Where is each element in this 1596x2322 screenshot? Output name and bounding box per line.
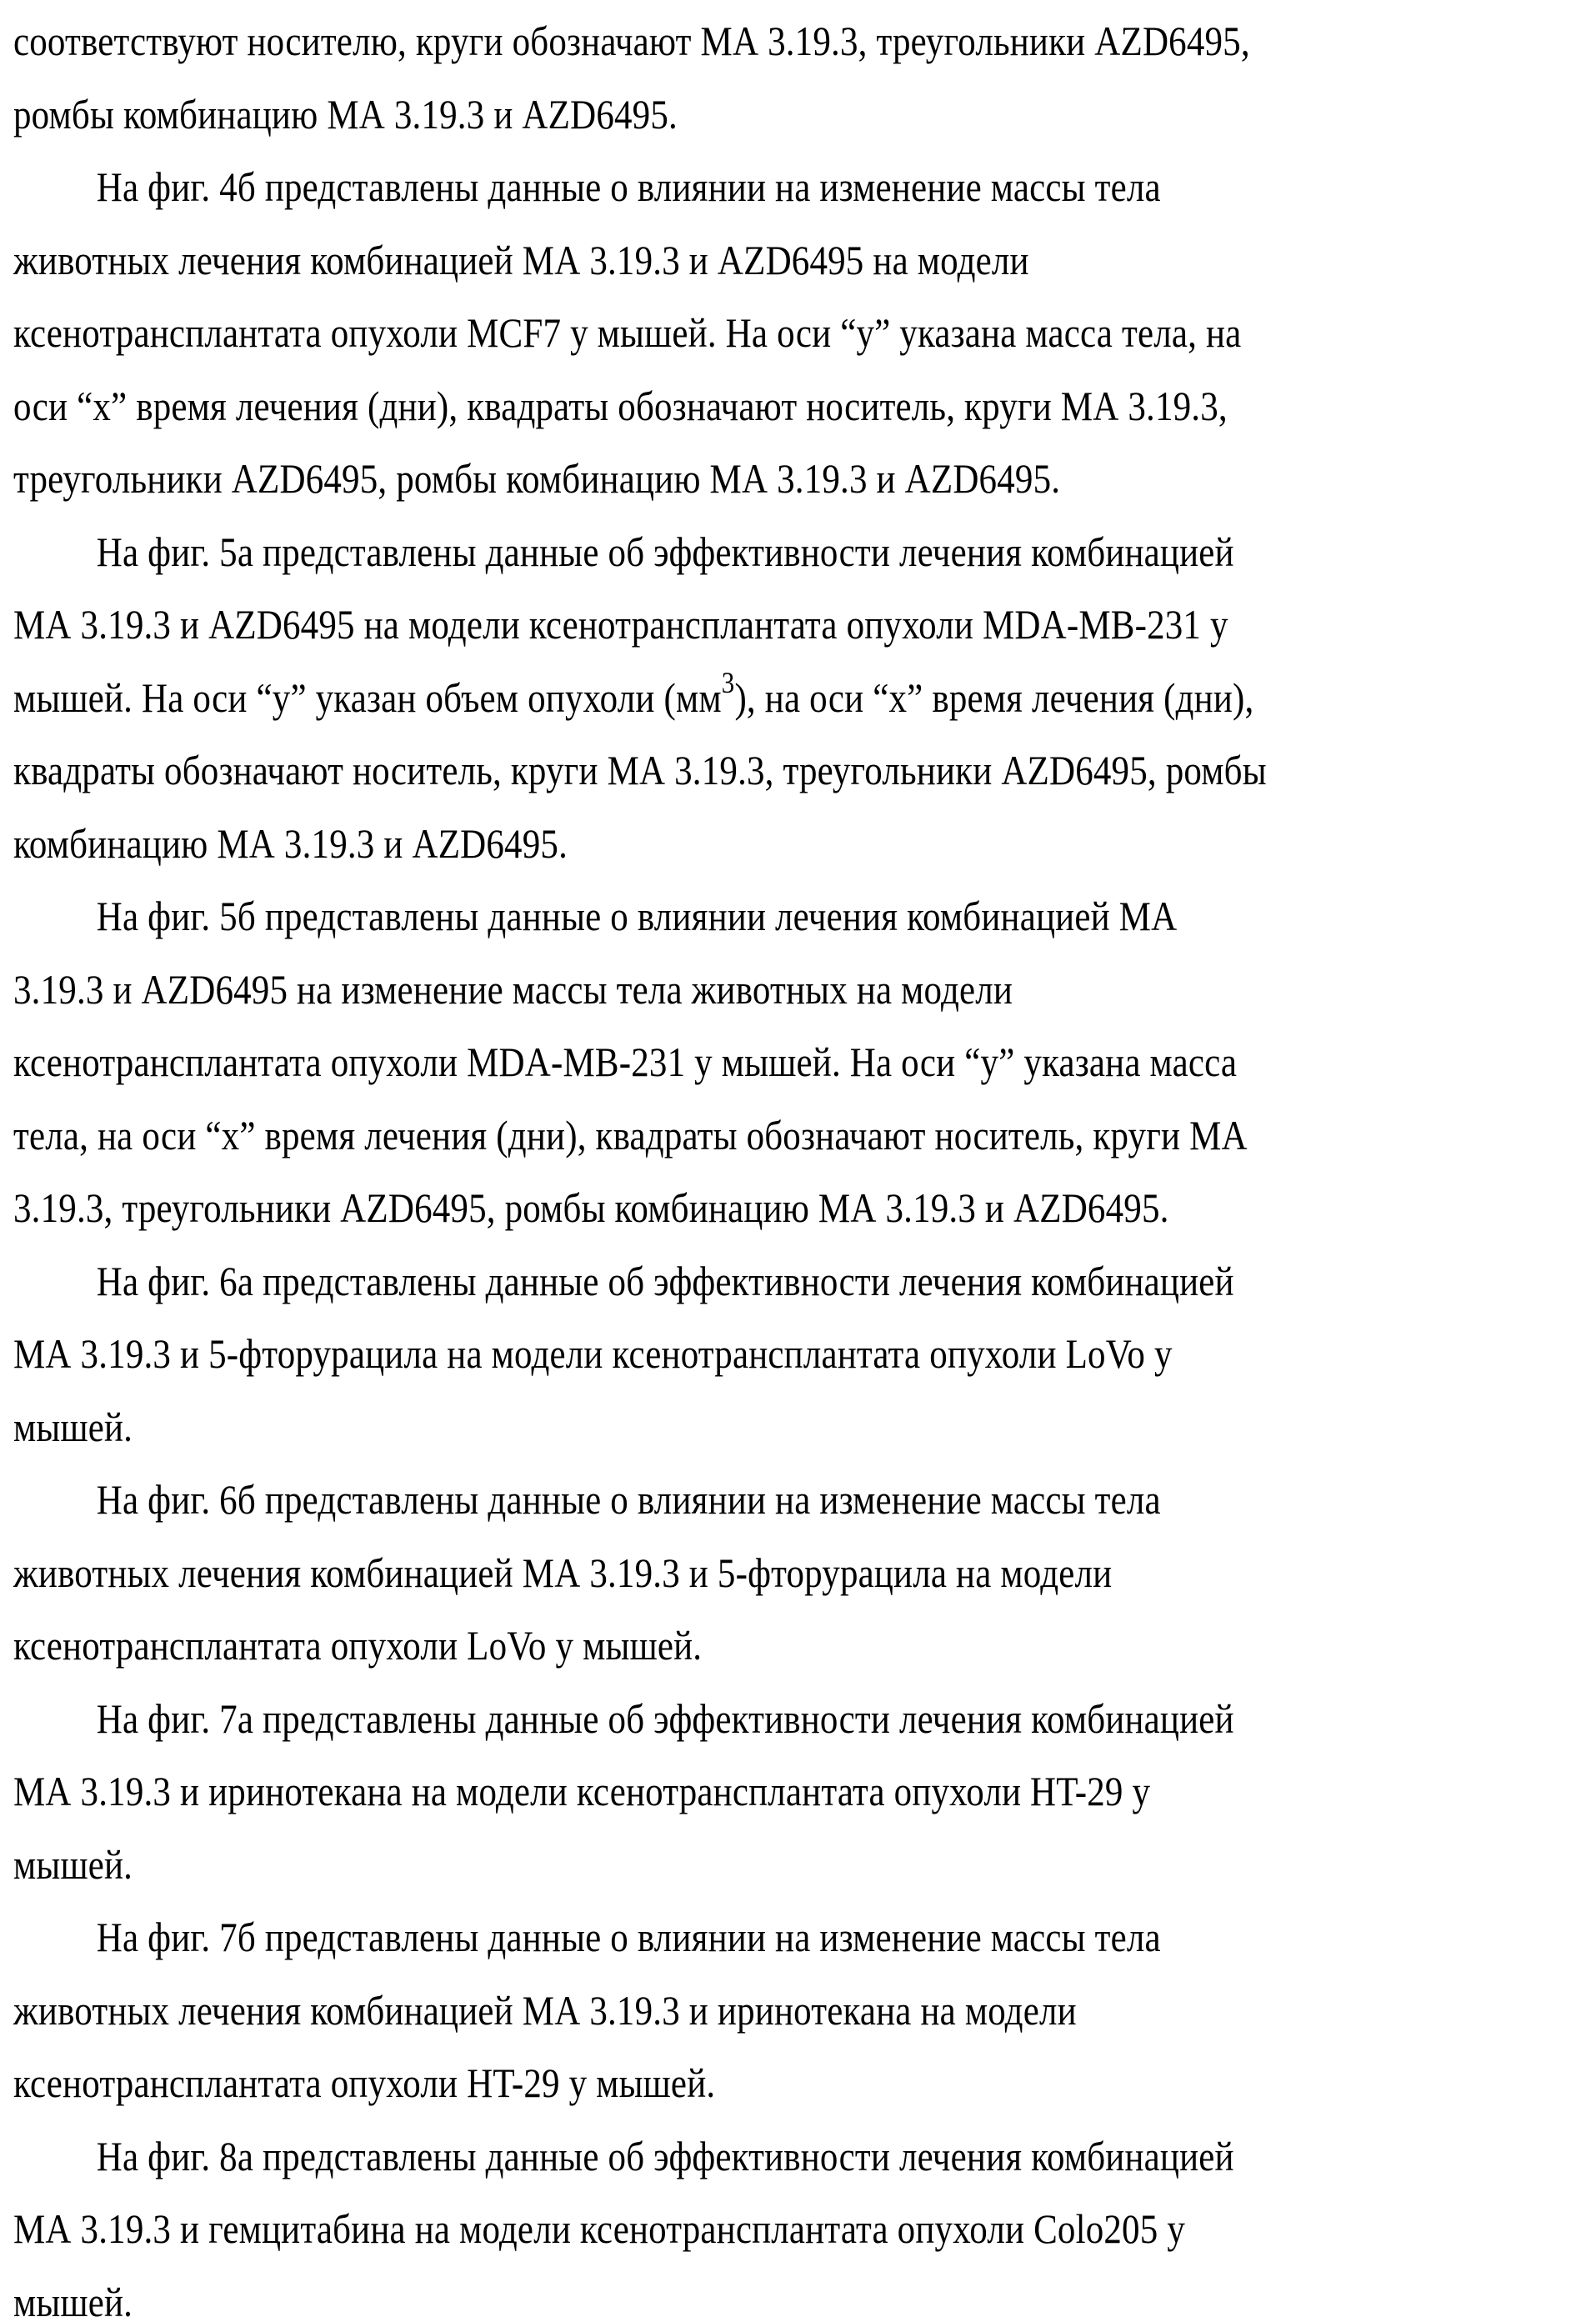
text-segment: На фиг. 4б представлены данные о влиянии на изменение массы тела (96, 163, 1161, 210)
text-line (13, 1829, 1374, 1902)
text-line (13, 5, 1374, 78)
text-line (13, 1026, 1374, 1099)
text-segment: На фиг. 6а представлены данные об эффективности лечения комбинацией (96, 1257, 1234, 1304)
superscript-text: 3 (721, 666, 735, 700)
text-segment: мышей. (13, 1403, 133, 1450)
text-segment: треугольники AZD6495, ромбы комбинацию МА 3.19.3 и AZD6495. (13, 455, 1061, 502)
text-segment: ксенотрансплантата опухоли LoVo у мышей. (13, 1622, 703, 1669)
text-segment: ксенотрансплантата опухоли MDA-MB-231 у мышей. На оси “у” указана масса (13, 1038, 1238, 1085)
text-line (13, 1099, 1374, 1173)
text-segment: На фиг. 5б представлены данные о влиянии лечения комбинацией МА (96, 893, 1178, 939)
text-segment: На фиг. 7б представлены данные о влиянии на изменение массы тела (96, 1914, 1161, 1960)
page-text (13, 5, 1596, 2322)
text-line (13, 1391, 1374, 1464)
text-segment: 3.19.3 и AZD6495 на изменение массы тела животных на модели (13, 965, 1013, 1013)
text-line (13, 151, 1374, 224)
text-segment: МА 3.19.3 и иринотекана на модели ксенотрансплантата опухоли HT-29 у (13, 1768, 1151, 1814)
text-line (13, 2120, 1374, 2194)
text-segment: На фиг. 6б представлены данные о влиянии на изменение массы тела (96, 1476, 1161, 1523)
text-segment: МА 3.19.3 и 5-фторурацила на модели ксенотрансплантата опухоли LoVo у (13, 1330, 1173, 1377)
text-line (13, 370, 1374, 443)
text-line (13, 953, 1374, 1027)
text-line (13, 734, 1374, 808)
text-segment: На фиг. 8а представлены данные об эффективности лечения комбинацией (96, 2132, 1234, 2179)
text-line (13, 78, 1374, 152)
text-line (13, 808, 1374, 881)
text-segment: ромбы комбинацию МА 3.19.3 и AZD6495. (13, 90, 678, 138)
text-segment: мышей. (13, 1840, 133, 1888)
text-segment: ксенотрансплантата опухоли HT-29 у мышей. (13, 2059, 716, 2106)
text-line (13, 588, 1374, 662)
text-segment: На фиг. 5а представлены данные об эффективности лечения комбинацией (96, 528, 1234, 575)
text-line (13, 1755, 1374, 1829)
text-segment: оси “х” время лечения (дни), квадраты обозначают носитель, круги МА 3.19.3, (13, 382, 1228, 429)
text-segment: животных лечения комбинацией МА 3.19.3 и AZD6495 на модели (13, 236, 1029, 283)
text-segment: тела, на оси “х” время лечения (дни), квадраты обозначают носитель, круги МА (13, 1111, 1248, 1158)
text-segment: ксенотрансплантата опухоли MCF7 у мышей. На оси “у” указана масса тела, на (13, 309, 1242, 356)
text-line (13, 224, 1374, 298)
text-line (13, 880, 1374, 953)
text-line (13, 2193, 1374, 2266)
text-segment: животных лечения комбинацией МА 3.19.3 и иринотекана на модели (13, 1986, 1077, 2034)
text-line (13, 1245, 1374, 1319)
text-line (13, 297, 1374, 370)
text-segment: мышей. (13, 2278, 133, 2322)
text-segment: мышей. На оси “у” указан объем опухоли (мм (13, 673, 722, 721)
text-line (13, 1464, 1374, 1537)
text-segment: 3.19.3, треугольники AZD6495, ромбы комбинацию МА 3.19.3 и AZD6495. (13, 1184, 1169, 1231)
text-line (13, 443, 1374, 516)
text-segment: комбинацию МА 3.19.3 и AZD6495. (13, 819, 568, 867)
text-line (13, 2266, 1374, 2322)
text-segment: МА 3.19.3 и AZD6495 на модели ксенотрансплантата опухоли MDA-MB-231 у (13, 601, 1228, 648)
text-line (13, 662, 1374, 735)
text-line (13, 1974, 1374, 2048)
text-line (13, 1318, 1374, 1391)
text-line (13, 1537, 1374, 1610)
text-segment: квадраты обозначают носитель, круги МА 3.19.3, треугольники AZD6495, ромбы (13, 747, 1267, 793)
text-line (13, 516, 1374, 589)
text-line (13, 1172, 1374, 1245)
text-segment: соответствуют носителю, круги обозначают МА 3.19.3, треугольники AZD6495, (13, 18, 1250, 64)
text-line (13, 2047, 1374, 2120)
text-segment: ), на оси “х” время лечения (дни), (734, 673, 1254, 721)
text-segment: На фиг. 7а представлены данные об эффективности лечения комбинацией (96, 1694, 1234, 1742)
text-line (13, 1609, 1374, 1683)
text-segment: животных лечения комбинацией МА 3.19.3 и 5-фторурацила на модели (13, 1549, 1113, 1596)
text-segment: МА 3.19.3 и гемцитабина на модели ксенотрансплантата опухоли Colo205 у (13, 2205, 1185, 2252)
text-line (13, 1901, 1374, 1974)
text-line (13, 1683, 1374, 1756)
